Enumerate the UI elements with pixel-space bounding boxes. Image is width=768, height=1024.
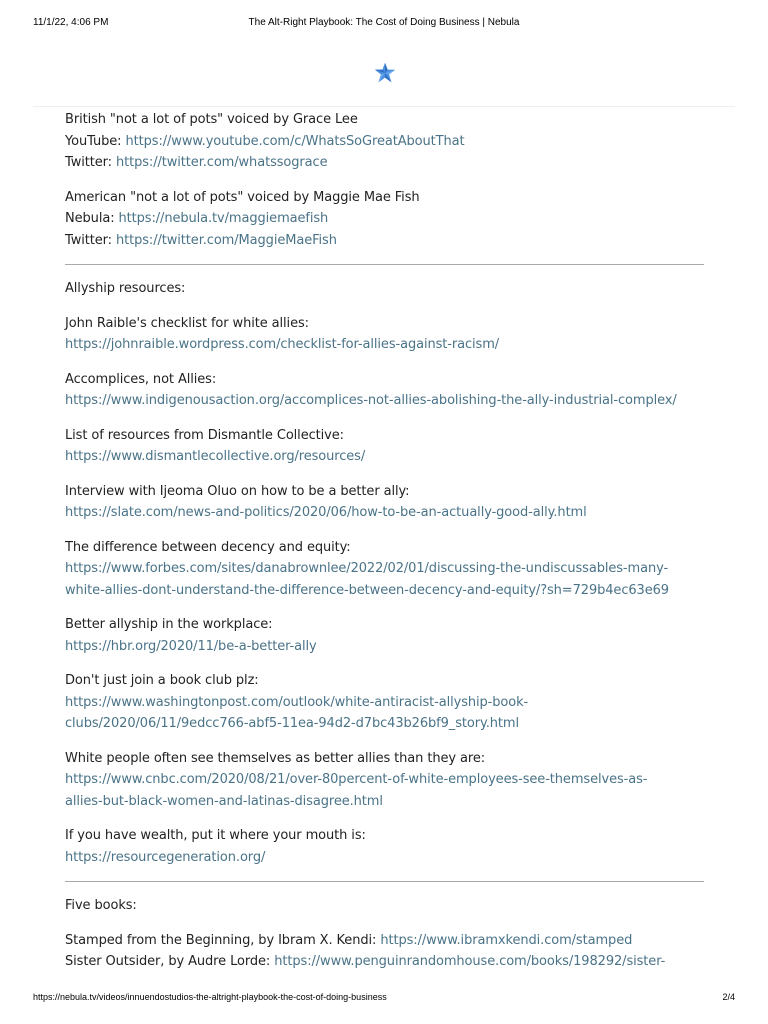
header-divider <box>33 106 735 107</box>
resource-link[interactable]: https://slate.com/news-and-politics/2020/06/how-to-be-an-actually-good-ally.html <box>65 505 587 520</box>
section-divider <box>65 881 704 882</box>
youtube-link[interactable]: https://www.youtube.com/c/WhatsSoGreatAboutThat <box>125 133 465 149</box>
resource-link[interactable]: https://johnraible.wordpress.com/checklist-for-allies-against-racism/ <box>65 337 500 352</box>
resource-item <box>65 670 705 735</box>
book-title: Sister Outsider, by Audre Lorde: <box>65 954 275 969</box>
nebula-logo[interactable] <box>373 62 397 84</box>
credit-link-row <box>65 152 705 174</box>
allyship-heading: Allyship resources: <box>65 281 186 296</box>
credit-block <box>65 109 705 174</box>
resource-link[interactable]: https://www.washingtonpost.com/outlook/white-antiracist-allyship-book- <box>65 694 529 710</box>
resource-title: If you have wealth, put it where your mouth is: <box>65 828 366 843</box>
books-list <box>65 930 705 973</box>
nebula-star-icon <box>373 62 397 84</box>
resource-link[interactable]: https://hbr.org/2020/11/be-a-better-ally <box>65 638 317 654</box>
print-page-title: The Alt-Right Playbook: The Cost of Doing Business | Nebula <box>248 17 520 28</box>
resource-item <box>65 481 705 524</box>
section-divider <box>65 264 704 265</box>
resource-title: Don't just join a book club plz: <box>65 673 259 688</box>
resource-link[interactable]: https://www.dismantlecollective.org/resources/ <box>65 449 366 464</box>
book-title: Stamped from the Beginning, by Ibram X. Kendi: <box>65 932 381 948</box>
resource-item <box>65 614 705 657</box>
book-link[interactable]: https://www.ibramxkendi.com/stamped <box>380 932 633 948</box>
credit-heading: British "not a lot of pots" voiced by Grace Lee <box>65 112 358 127</box>
resource-item <box>65 313 705 356</box>
resource-link[interactable]: https://www.forbes.com/sites/danabrownlee/2022/02/01/discussing-the-undiscussables-many- <box>65 561 669 576</box>
resource-link[interactable]: https://resourcegeneration.org/ <box>65 849 266 865</box>
print-datetime: 11/1/22, 4:06 PM <box>33 17 109 28</box>
credit-link-label: YouTube: <box>65 133 126 149</box>
resource-item <box>65 748 705 813</box>
resource-link[interactable]: https://www.indigenousaction.org/accomplices-not-allies-abolishing-the-ally-industrial-complex/ <box>65 393 677 408</box>
resource-item <box>65 369 705 412</box>
credit-block <box>65 187 705 252</box>
credit-link-row <box>65 208 705 230</box>
resource-title: White people often see themselves as better allies than they are: <box>65 750 486 766</box>
resource-item <box>65 425 705 468</box>
credit-link-label: Twitter: <box>65 155 116 170</box>
resource-title: Better allyship in the workplace: <box>65 617 273 632</box>
twitter-link[interactable]: https://twitter.com/MaggieMaeFish <box>115 232 337 248</box>
print-header <box>0 17 768 31</box>
book-item <box>65 930 705 952</box>
resource-title: List of resources from Dismantle Collective: <box>65 427 344 443</box>
resource-title: The difference between decency and equity: <box>65 539 351 555</box>
credit-link-label: Twitter: <box>65 232 116 248</box>
resource-link-continued[interactable]: white-allies-dont-understand-the-difference-between-decency-and-equity/?sh=729b4ec63e69 <box>65 582 669 598</box>
resource-title: Accomplices, not Allies: <box>65 371 217 387</box>
description-content <box>65 109 705 986</box>
credit-link-label: Nebula: <box>65 211 119 226</box>
resource-title: Interview with Ijeoma Oluo on how to be a better ally: <box>65 483 410 499</box>
resource-title: John Raible's checklist for white allies: <box>65 315 309 331</box>
book-link[interactable]: https://www.penguinrandomhouse.com/books/198292/sister- <box>274 954 666 969</box>
credit-heading: American "not a lot of pots" voiced by Maggie Mae Fish <box>65 189 420 205</box>
resource-link-continued[interactable]: clubs/2020/06/11/9edcc766-abf5-11ea-94d2-d7bc43b26bf9_story.html <box>65 716 519 731</box>
nebula-link[interactable]: https://nebula.tv/maggiemaefish <box>118 211 329 226</box>
twitter-link[interactable]: https://twitter.com/whatssograce <box>115 155 328 170</box>
resource-link[interactable]: https://www.cnbc.com/2020/08/21/over-80percent-of-white-employees-see-themselves-as- <box>65 772 648 787</box>
book-item <box>65 951 705 973</box>
print-url: https://nebula.tv/videos/innuendostudios-the-altright-playbook-the-cost-of-doing-business <box>33 992 387 1002</box>
books-heading: Five books: <box>65 898 137 913</box>
print-footer <box>0 992 768 1006</box>
credit-link-row <box>65 131 705 153</box>
resource-item <box>65 825 705 868</box>
credit-link-row <box>65 230 705 252</box>
resource-link-continued[interactable]: allies-but-black-women-and-latinas-disagree.html <box>65 793 383 809</box>
page-number: 2/4 <box>722 992 735 1002</box>
resource-item <box>65 537 705 602</box>
